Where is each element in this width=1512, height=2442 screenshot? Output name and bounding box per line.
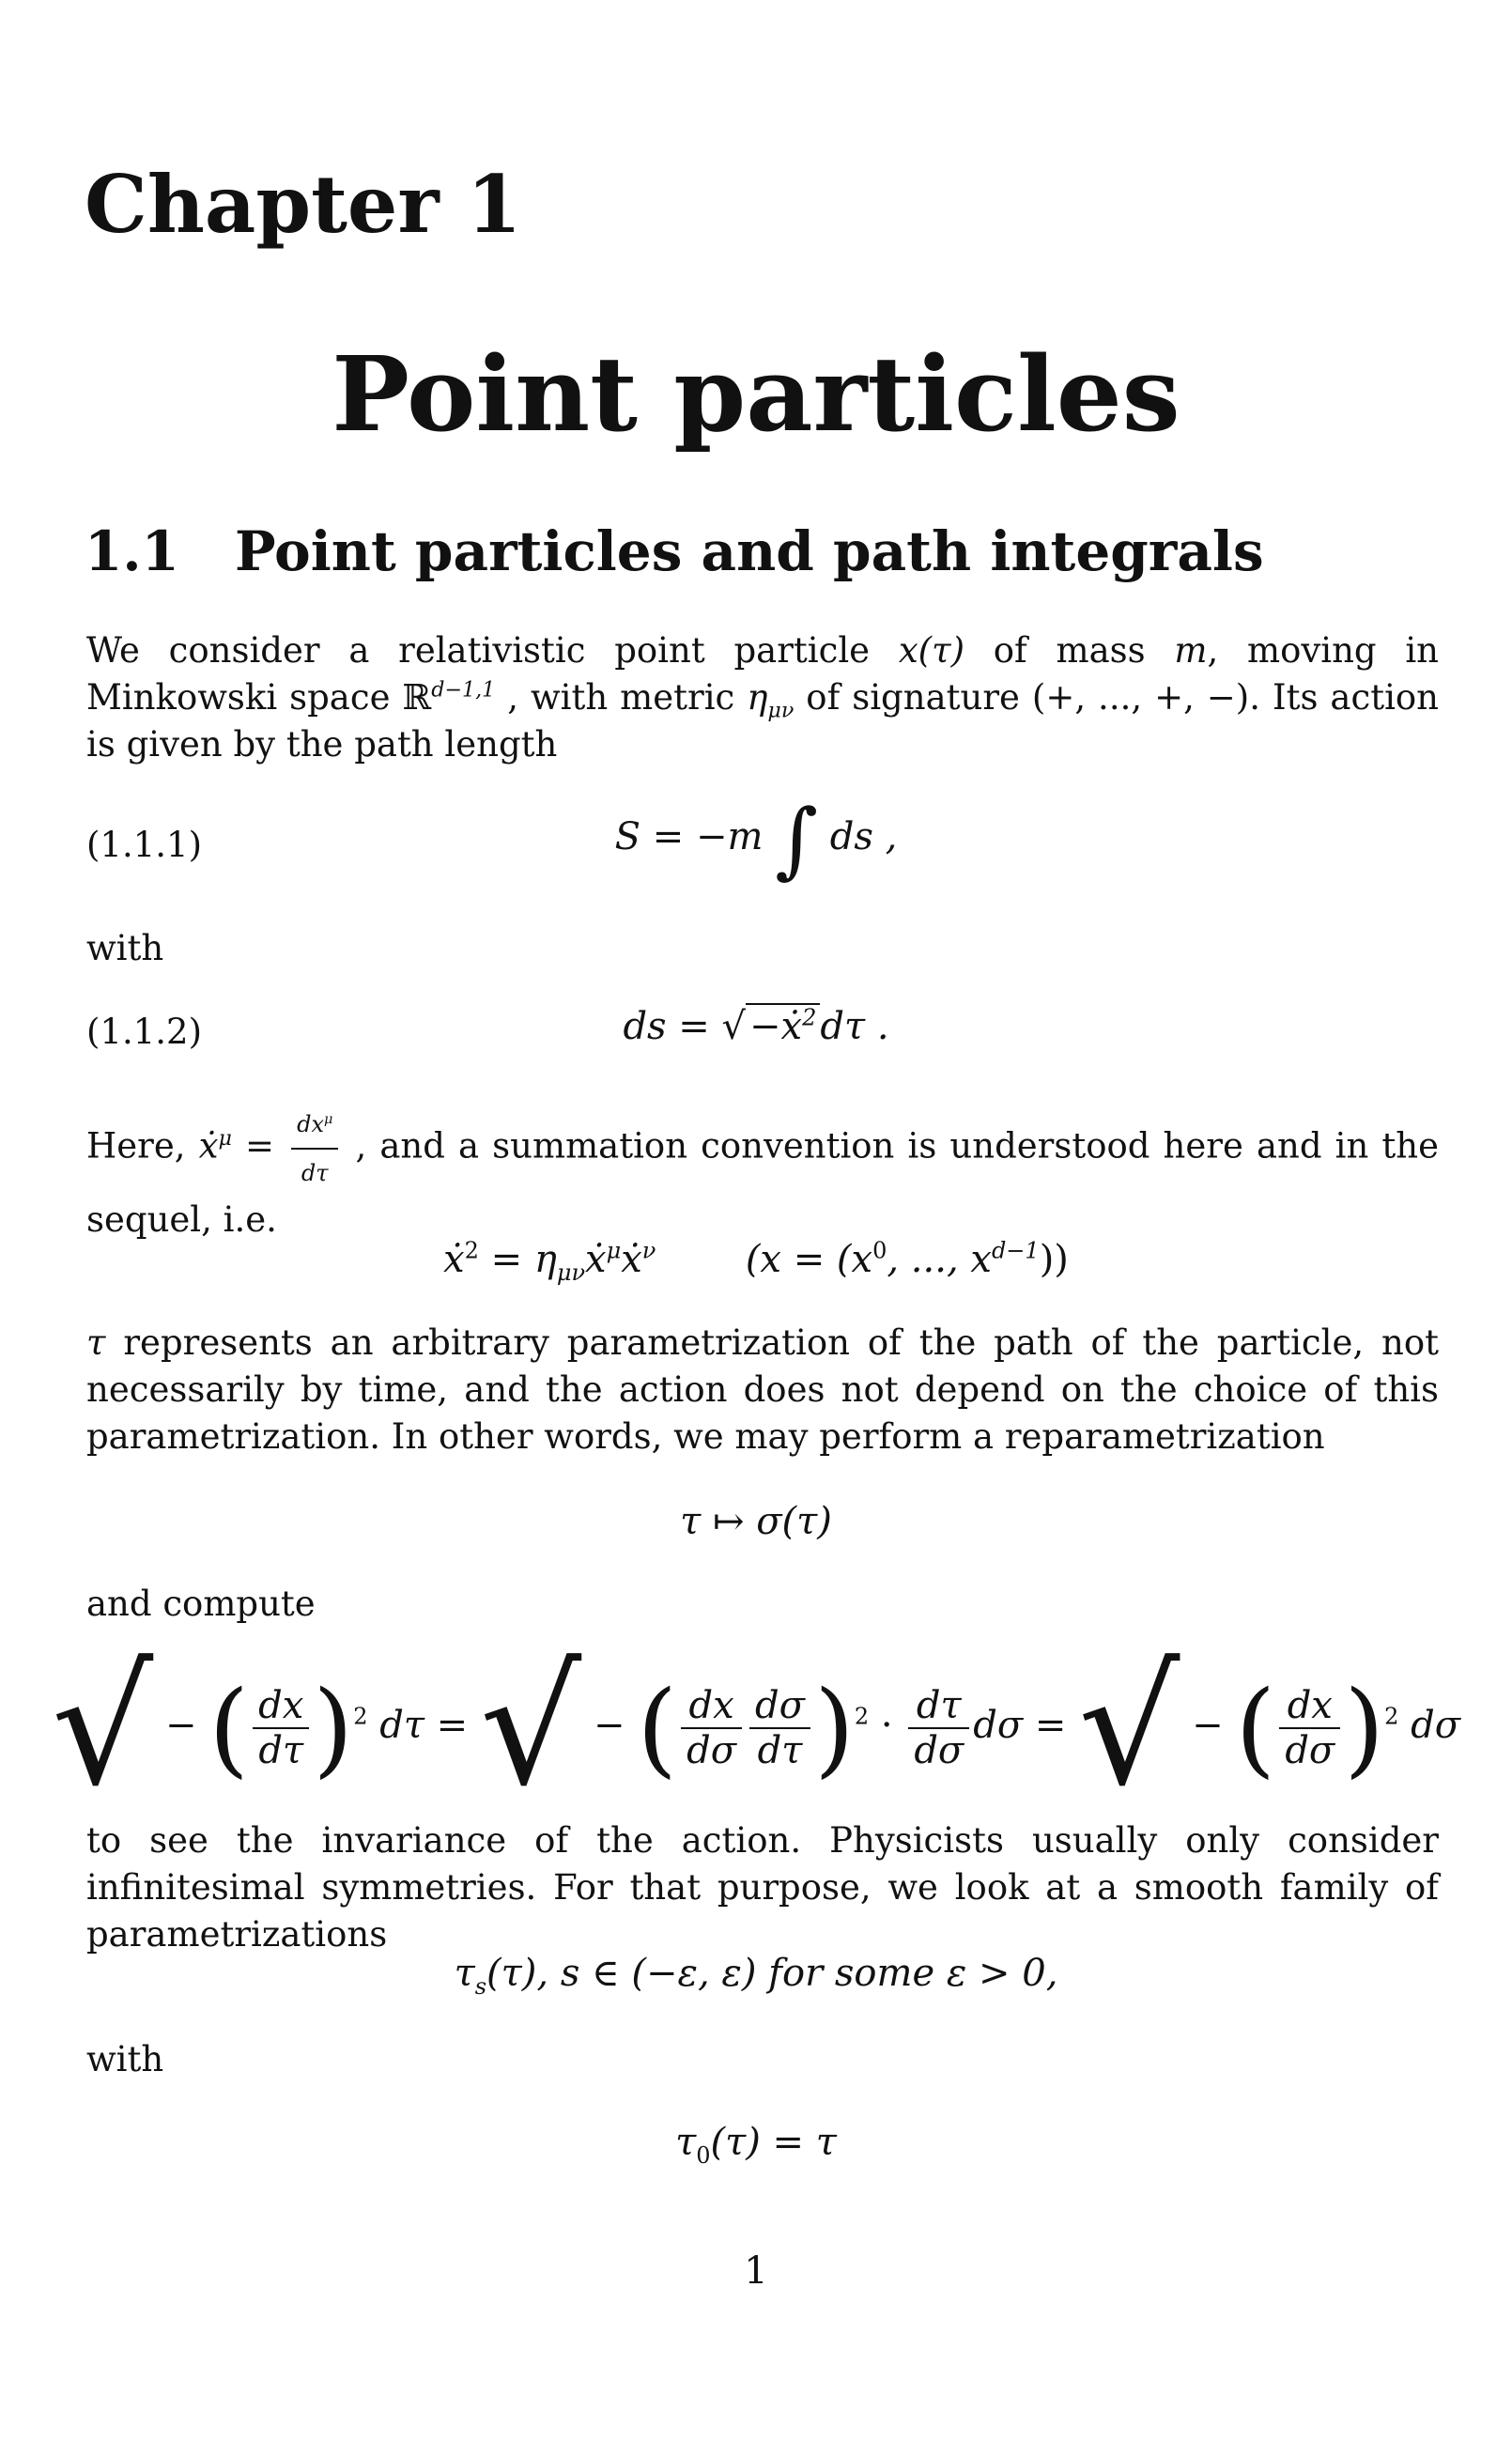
math-s-index: s — [474, 1973, 487, 2000]
math-tau: τ — [675, 2121, 697, 2164]
intro-text: We consider a relativistic point particle — [86, 630, 899, 671]
math-reals: ℝ — [402, 677, 432, 718]
equals-sign: = — [1034, 1704, 1067, 1747]
equation-initial — [0, 2121, 1512, 2169]
section-title: Point particles and path integrals — [235, 519, 1264, 583]
equals-sign: = — [436, 1704, 469, 1747]
fraction-numerator: dx — [681, 1684, 742, 1729]
fraction-numerator: dσ — [749, 1684, 810, 1729]
fraction-denominator: dσ — [687, 1729, 737, 1772]
equation-label-1-1-2: (1.1.2) — [86, 1012, 203, 1052]
math-equals: = — [231, 1125, 288, 1167]
radicand — [746, 1003, 820, 1048]
integral-sign: ∫ — [775, 791, 819, 888]
math-xdot: ẋ — [443, 1238, 465, 1281]
invariance-paragraph: to see the invariance of the action. Physicists usually only consider infinitesimal symmetries. For that purpose, we look at a smooth family of parametrizations — [86, 1820, 1439, 1955]
fraction-numerator — [291, 1101, 338, 1150]
math-eta-indices: μν — [767, 698, 795, 723]
section-number: 1.1 — [85, 519, 179, 583]
velocity-fraction — [291, 1101, 338, 1197]
differential: dτ — [379, 1704, 424, 1747]
sqrt — [746, 1005, 820, 1048]
eq-lhs: ds = — [623, 1005, 722, 1048]
equation-reparametrization: τ ↦ σ(τ) — [680, 1500, 832, 1543]
equation-family — [0, 1952, 1512, 2000]
math-eta: η — [747, 677, 768, 718]
and-compute-text: and compute — [86, 1584, 316, 1624]
fraction-dx-dsigma — [681, 1684, 742, 1772]
coordinates: , ..., x — [887, 1238, 992, 1281]
equation-1-1-1 — [0, 791, 1512, 888]
fraction-numerator: dx — [253, 1684, 309, 1729]
equation-summation — [0, 1237, 1512, 1286]
here-text: Here, — [86, 1125, 199, 1167]
differential: dσ — [973, 1704, 1024, 1747]
paren-open: ( — [1235, 1668, 1276, 1788]
intro-text: . Its action is given by the path length — [86, 677, 1440, 765]
differential: dσ — [1411, 1704, 1461, 1747]
math-eta: = η — [478, 1238, 557, 1281]
radicand-text: −ẋ — [749, 1005, 803, 1048]
intro-text: , with metric — [495, 677, 748, 718]
sqrt-sign: √ — [721, 1005, 747, 1048]
section-heading — [85, 519, 1264, 583]
fraction-numerator-text: dx — [297, 1111, 325, 1137]
math-zero-index: 0 — [696, 2142, 711, 2169]
coordinates: (x = (x — [745, 1238, 873, 1281]
radical-sign: √ — [51, 1635, 154, 1821]
paren-close: ) — [813, 1668, 855, 1788]
fraction-denominator: dσ — [914, 1729, 964, 1772]
fraction-dsigma-dtau — [749, 1684, 810, 1772]
math-xdot: ẋ — [198, 1125, 219, 1167]
intro-text: , moving in Minkowski space — [86, 630, 1440, 718]
fraction-dx-dsigma — [1279, 1684, 1340, 1772]
math-index: d−1 — [991, 1237, 1040, 1264]
minus-sign: − — [1192, 1704, 1224, 1747]
fraction-dtau-dsigma — [908, 1684, 969, 1772]
family-args: (τ), s ∈ (−ε, ε) for some ε > 0, — [486, 1952, 1058, 1995]
eq-tail: dτ . — [820, 1005, 889, 1048]
fraction-numerator: dτ — [908, 1684, 969, 1729]
math-index: μ — [606, 1237, 622, 1264]
radical-sign: √ — [1078, 1635, 1180, 1821]
math-index: 0 — [872, 1237, 887, 1264]
power-two: 2 — [1384, 1703, 1399, 1730]
paren-open: ( — [208, 1668, 250, 1788]
math-signature: (+, ..., +, −) — [1031, 677, 1250, 718]
fraction-numerator: dx — [1279, 1684, 1340, 1729]
equation-label-1-1-1: (1.1.1) — [86, 825, 203, 865]
math-mu: μ — [218, 1126, 232, 1151]
tau-paragraph — [86, 1320, 1439, 1461]
math-tau: τ — [454, 1952, 475, 1995]
here-paragraph — [86, 1101, 1439, 1244]
fraction-numerator-index: μ — [324, 1112, 333, 1127]
coordinates-close: )) — [1039, 1238, 1069, 1281]
radicand-power: 2 — [802, 1004, 817, 1031]
math-tau: τ — [86, 1322, 106, 1363]
chapter-label: Chapter 1 — [85, 158, 522, 251]
math-eta-indices: μν — [556, 1260, 586, 1286]
paren-close: ) — [1344, 1668, 1385, 1788]
math-index: ν — [641, 1237, 656, 1264]
math-reals-dimension: d−1,1 — [431, 677, 496, 703]
minus-sign: − — [593, 1704, 625, 1747]
with-text: with — [86, 2039, 164, 2079]
fraction-denominator: dτ — [258, 1729, 304, 1772]
equation-invariance — [0, 1635, 1512, 1821]
fraction-denominator: dσ — [1285, 1729, 1335, 1772]
here-text: , and a summation convention is understood here and in the sequel, i.e. — [86, 1125, 1439, 1240]
power-two: 2 — [854, 1703, 870, 1730]
eq-rhs: ds , — [829, 815, 898, 858]
equation-1-1-2 — [0, 1005, 1512, 1048]
page-number: 1 — [744, 2249, 768, 2293]
minus-sign: − — [164, 1704, 197, 1747]
math-xdot: ẋ — [585, 1238, 607, 1281]
dot-operator: · — [880, 1704, 893, 1747]
math-m: m — [1174, 630, 1208, 671]
math-power: 2 — [464, 1237, 479, 1264]
initial-rest: (τ) = τ — [710, 2121, 837, 2164]
intro-paragraph — [86, 627, 1439, 768]
tau-text: represents an arbitrary parametrization of the path of the particle, not necessarily by time, and the action does not depend on the choice of this parametrization. In other words, we may perform a reparametrization — [86, 1322, 1439, 1457]
math-x-tau: x(τ) — [898, 630, 965, 671]
paren-open: ( — [637, 1668, 678, 1788]
radical-sign: √ — [479, 1635, 582, 1821]
fraction-dx-dtau — [253, 1684, 309, 1772]
eq-lhs: S = −m — [614, 815, 764, 858]
paren-close: ) — [313, 1668, 354, 1788]
fraction-denominator: dτ — [757, 1729, 803, 1772]
math-xdot: ẋ — [621, 1238, 642, 1281]
power-two: 2 — [353, 1703, 368, 1730]
with-text: with — [86, 928, 164, 968]
intro-text: of mass — [964, 630, 1175, 671]
chapter-title: Point particles — [332, 333, 1180, 455]
fraction-denominator: dτ — [301, 1160, 329, 1186]
intro-text: of signature — [794, 677, 1032, 718]
